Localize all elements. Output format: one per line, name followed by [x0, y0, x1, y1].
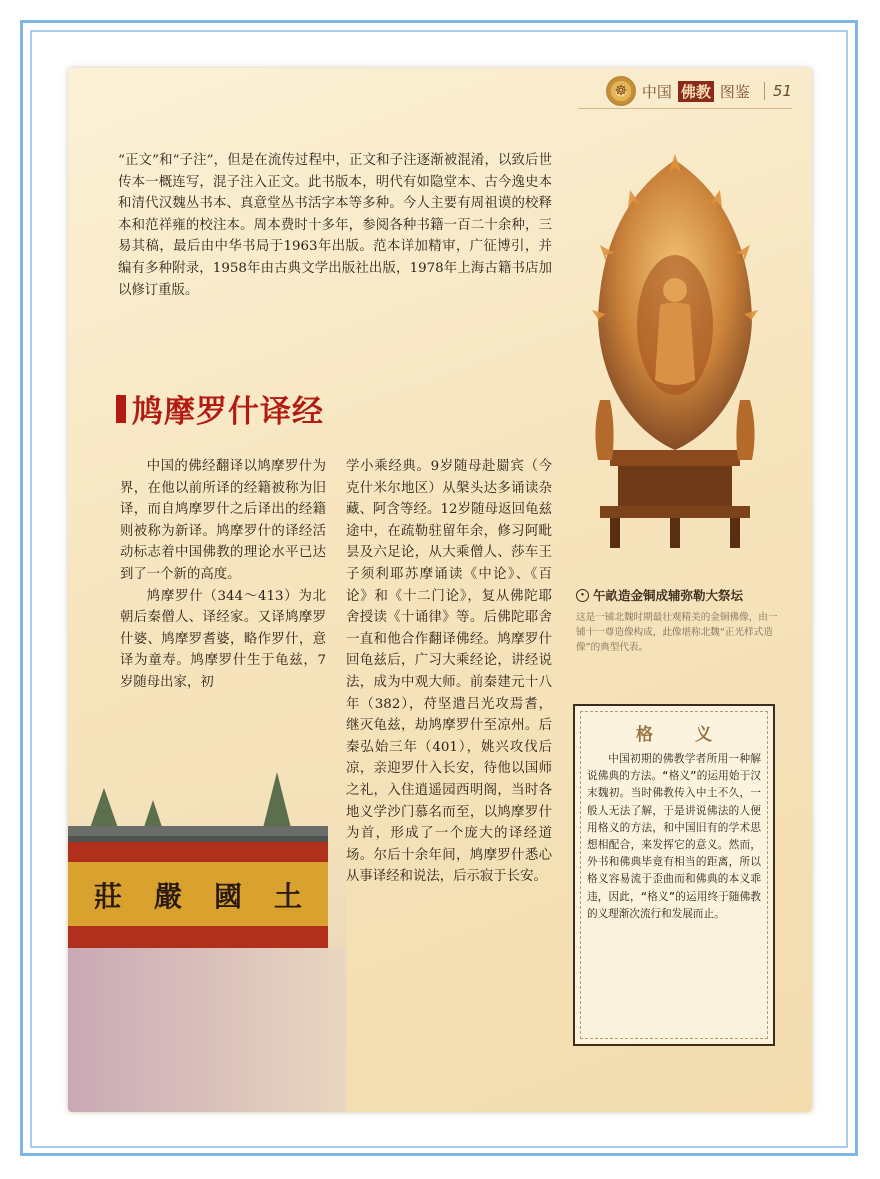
- series-highlight: 佛教: [678, 81, 714, 102]
- caption-text: 这是一铺北魏时期最壮观精美的金铜佛像，由一铺十一尊造像构成，此像堪称北魏“正光样式造像”的典型代表。: [576, 612, 778, 653]
- plaque-char-2: 嚴: [154, 880, 183, 913]
- section-heading: [116, 386, 324, 431]
- plaque-char-4: 土: [274, 880, 303, 913]
- body-paragraph-3: 学小乘经典。9岁随母赴罽宾（今克什米尔地区）从槃头达多诵读杂藏、阿含等经。12岁随母返回龟兹途中，在疏勒驻留年余，修习阿毗昙及六足论，从大乘僧人、莎车王子须利耶苏摩诵读《中论》、《百论》和《十二门论》，复从佛陀耶舍授读《十诵律》等。后佛陀耶舍一直和他合作翻译佛经。鸠摩罗什回龟兹后，广习大乘经论，讲经说法，成为中观大师。前秦建元十八年（382），苻坚遣吕光攻焉耆，继灭龟兹，劫鸠摩罗什至凉州。后秦弘始三年（401），姚兴攻伐后凉，亲迎罗什入长安，待他以国师之礼，入住逍遥园西明阁，当时各地义学沙门慕名而至，以鸠摩罗什为首，形成了一个庞大的译经道场。尔后十余年间，鸠摩罗什悉心从事译经和说法，后示寂于长安。: [346, 459, 552, 885]
- sidebar-box: [573, 704, 775, 1046]
- body-column-left: [120, 456, 326, 694]
- plaque-char-3: 國: [214, 880, 243, 913]
- running-header: [606, 76, 792, 106]
- sidebar-inner: [580, 711, 768, 1039]
- book-page: [68, 68, 812, 1112]
- temple-wall-photo: [68, 758, 346, 1112]
- series-suffix: 图鉴: [719, 82, 750, 101]
- body-paragraph-2: 鸠摩罗什（344～413）为北朝后秦僧人、译经家。又译鸠摩罗什婆、鸠摩罗耆婆，略作罗什，意译为童寿。鸠摩罗什生于龟兹，7岁随母出家，初: [120, 588, 326, 690]
- series-prefix: 中国: [641, 82, 672, 101]
- caption-title: 午畝造金铜成辅弥勒大祭坛: [593, 588, 744, 603]
- body-column-right: [346, 456, 552, 888]
- section-title: 鸠摩罗什译经: [132, 394, 324, 430]
- header-rule: [578, 108, 792, 109]
- heading-marker: [116, 395, 126, 423]
- caption-heading: [576, 586, 786, 604]
- gilt-bronze-altar-image: [570, 150, 780, 560]
- intro-paragraph: “正文”和“子注”，但是在流传过程中，正文和子注逐渐被混淆，以致后世传本一概连写，混子注入正文。此书版本，明代有如隐堂本、古今逸史本和清代汉魏丛书本、真意堂丛书活字本等多种。今人主要有周祖谟的校释本和范祥雍的校注本。周本费时十多年，参阅各种书籍一百二十余种，三易其稿，最后由中华书局于1963年出版。范本详加精审，广征博引，并编有多种附录，1958年由古典文学出版社出版，1978年上海古籍书店加以修订重版。: [118, 153, 552, 298]
- plaque-char-1: 莊: [94, 880, 123, 913]
- target-bullet-icon: •: [576, 589, 589, 602]
- figure-caption: [576, 586, 786, 655]
- dharma-wheel-icon: ☸: [606, 76, 636, 106]
- sidebar-text: 中国初期的佛教学者所用一种解说佛典的方法。“格义”的运用始于汉末魏初。当时佛教传入中土不久，一般人无法了解，于是讲说佛法的人便用格义的方法，和中国旧有的学术思想相配合，来发挥它的意义。然而，外书和佛典毕竟有相当的距离，所以格义容易流于歪曲而和佛典的本义乖违，因此，“格义”的运用终于随佛教的义理渐次流行和发展而止。: [587, 753, 761, 920]
- sidebar-title: 格 义: [636, 725, 730, 745]
- page-number: 51: [764, 82, 792, 100]
- body-paragraph-1: 中国的佛经翻译以鸠摩罗什为界，在他以前所译的经籍被称为旧译，而自鸠摩罗什之后译出的经籍则被称为新译。鸠摩罗什的译经活动标志着中国佛教的理论水平已达到了一个新的高度。: [120, 459, 326, 582]
